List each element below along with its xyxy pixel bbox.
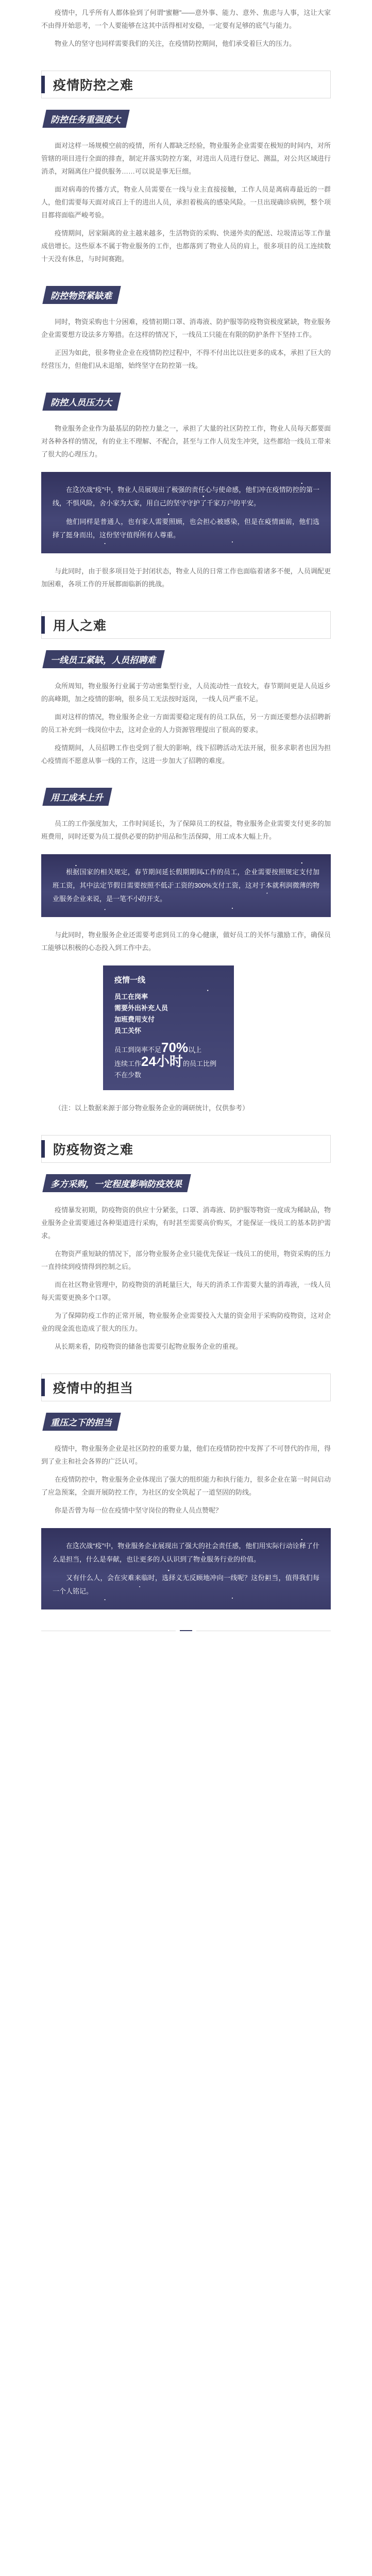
section-accent-bar	[41, 616, 45, 634]
stat-card-title: 疫情一线	[114, 976, 146, 985]
subsection-tag-5	[42, 788, 112, 806]
s8-paragraph-1: 疫情中，物业服务企业是社区防控的重要力量，他们在疫情防控中发挥了不可替代的作用，得到了业主和社会各界的广泛认可。	[41, 1445, 331, 1465]
subsection-tag-label: 重压之下的担当	[50, 1418, 112, 1428]
section-header-4	[41, 1374, 331, 1401]
subsection-tag-label: 防控任务重强度大	[50, 115, 121, 125]
section-accent-bar	[41, 1379, 45, 1396]
highlight-box-paragraph: 在这次战“疫”中，物业服务企业展现出了强大的社会责任感，他们用实际行动诠释了什么是担当，什么是奉献，也让更多的人认识到了物业服务行业的价值。	[53, 1542, 319, 1563]
s1-paragraph-3: 疫情期间，居家隔离的业主越来越多，生活物资的采购、快递外卖的配送、垃圾清运等工作量成倍增长。这些原本不属于物业服务的工作，也都落到了物业人员的肩上，很多项目的员工连续数十天没有休息，与时间赛跑。	[41, 229, 331, 263]
subsection-tag-2	[42, 286, 121, 304]
highlight-box-3	[41, 1528, 331, 1609]
stat-suffix: 以上	[188, 1046, 202, 1054]
section-header-1	[41, 71, 331, 98]
subsection-tag-label: 一线员工紧缺，人员招聘难	[50, 655, 156, 665]
intro-paragraph-1: 疫情中，几乎所有人都体验到了何谓“蜜糖”——意外事、能力、意外、焦虑与人事，这让大家不由得开始思考，一个人要能够在这其中活得相对安稳，一定要有足够的底气与能力。	[41, 9, 331, 29]
s1-paragraph-2: 面对病毒的传播方式，物业人员需要在一线与业主直接接触，工作人员是离病毒最近的一群人，他们需要每天面对成百上千的进出人员，承担着极高的感染风险。一旦出现确诊病例，整个项目都将面临严峻考验。	[41, 185, 331, 219]
section-header-2	[41, 611, 331, 639]
intro-paragraph-2: 物业人的坚守也同样需要我们的关注，在疫情防控期间，他们承受着巨大的压力。	[55, 40, 296, 47]
stat-line-2	[114, 1056, 223, 1081]
stat-card-line: 员工关怀	[114, 1027, 142, 1035]
stat-suffix: 的员工比例不在少数	[114, 1060, 216, 1079]
s6-note: （注：以上数据来源于部分物业服务企业的调研统计，仅供参考）	[55, 1104, 249, 1112]
section-title: 防疫物资之难	[53, 1143, 134, 1157]
subsection-tag-label: 防控人员压力大	[50, 398, 112, 408]
s8-paragraph-3: 你是否曾为每一位在疫情中坚守岗位的物业人员点赞呢？	[55, 1506, 223, 1514]
stat-prefix: 员工到岗率不足	[114, 1046, 162, 1054]
s4-paragraph-3: 疫情期间，人员招聘工作也受到了很大的影响，线下招聘活动无法开展，很多求职者也因为担心疫情而不愿意从事一线的工作，这进一步加大了招聘的难度。	[41, 744, 331, 765]
s1-paragraph-1: 面对这样一场规模空前的疫情，所有人都缺乏经验，物业服务企业需要在极短的时间内，对所管辖的项目进行全面的排查，制定并落实防控方案，对进出人员进行登记、测温，对公共区域进行消杀，对隔离住户提供服务……可以说是事无巨细。	[41, 142, 331, 175]
highlight-box-1	[41, 472, 331, 553]
highlight-box-paragraph: 又有什么人，会在灾难来临时，选择义无反顾地冲向一线呢？这份担当，值得我们每一个人铭记。	[53, 1574, 319, 1595]
s7-paragraph-1: 疫情暴发初期，防疫物资的供应十分紧张，口罩、消毒液、防护服等物资一度成为稀缺品，物业服务企业需要通过各种渠道进行采购，有时甚至需要高价购买，才能保证一线员工的基本防护需求。	[41, 1206, 331, 1240]
stat-card-line: 需要外出补充人员	[114, 1004, 168, 1012]
s5-paragraph-1: 员工的工作强度加大，工作时间延长，为了保障员工的权益，物业服务企业需要支付更多的加班费用，同时还要为员工提供必要的防护用品和生活保障，用工成本大幅上升。	[41, 820, 331, 840]
s3-paragraph-1: 物业服务企业作为最基层的防控力量之一，承担了大量的社区防控工作，物业人员每天都要面对各种各样的情况，有的业主不理解、不配合，甚至与工作人员发生冲突，这些都给一线员工带来了很大的心理压力。	[41, 425, 331, 458]
s5-paragraph-2: 与此同时，物业服务企业还需要考虑到员工的身心健康，做好员工的关怀与激励工作，确保员工能够以积极的心态投入到工作中去。	[41, 931, 331, 952]
section-title: 用人之难	[53, 619, 107, 633]
section-accent-bar	[41, 76, 45, 93]
section-title: 疫情中的担当	[53, 1381, 134, 1396]
divider-accent	[180, 1630, 192, 1631]
highlight-box-2	[41, 854, 331, 917]
s7-paragraph-3: 而在社区物业管理中，防疫物资的消耗量巨大，每天的消杀工作需要大量的消毒液，一线人员每天需要更换多个口罩。	[41, 1281, 331, 1301]
highlight-box-paragraph: 他们同样是普通人，也有家人需要照顾，也会担心被感染，但是在疫情面前，他们选择了挺身而出，这份坚守值得所有人尊重。	[53, 518, 319, 539]
subsection-tag-6	[42, 1174, 191, 1192]
stat-card-line: 加班费用支付	[114, 1015, 155, 1023]
s3-paragraph-2: 与此同时，由于很多项目处于封闭状态，物业人员的日常工作也面临着诸多不便，人员调配更加困难，各项工作的开展都面临新的挑战。	[41, 567, 331, 588]
stat-card-line: 员工在岗率	[114, 993, 148, 1001]
subsection-tag-4	[42, 650, 164, 668]
subsection-tag-1	[42, 110, 129, 128]
stat-value: 70%	[161, 1040, 189, 1055]
s2-paragraph-1: 同时，物资采购也十分困难，疫情初期口罩、消毒液、防护服等防疫物资极度紧缺，物业服务企业需要想方设法多方筹措。在这样的情况下，一线员工只能在有限的防护条件下坚持工作。	[41, 318, 331, 338]
s2-paragraph-2: 正因为如此，很多物业企业在疫情防控过程中，不得不付出比以往更多的成本，承担了巨大的经营压力，但他们从未退缩，始终坚守在防控第一线。	[41, 349, 331, 369]
stat-card	[103, 965, 234, 1090]
s4-paragraph-1: 众所周知，物业服务行业属于劳动密集型行业，人员流动性一直较大，春节期间更是人员返乡的高峰期，加之疫情的影响，很多员工无法按时返岗，一线人员严重不足。	[41, 682, 331, 703]
s8-paragraph-2: 在疫情防控中，物业服务企业体现出了强大的组织能力和执行能力，很多企业在第一时间启动了应急预案，全面开展防控工作，为社区的安全筑起了一道坚固的防线。	[41, 1476, 331, 1496]
highlight-box-paragraph: 根据国家的相关规定，春节期间延长假期期间工作的员工，企业需要按照规定支付加班工资，其中法定节假日需要按照不低于工资的300%支付工资，这对于本就利润微薄的物业服务企业来说，是一笔不小的开支。	[53, 868, 319, 903]
subsection-tag-label: 用工成本上升	[50, 793, 103, 803]
stat-prefix: 连续工作	[114, 1060, 142, 1067]
stat-value: 24小时	[141, 1054, 183, 1069]
subsection-tag-label: 多方采购，一定程度影响防疫效果	[50, 1179, 182, 1189]
subsection-tag-3	[42, 393, 121, 411]
section-accent-bar	[41, 1140, 45, 1158]
footer-divider	[41, 1630, 331, 1631]
s7-paragraph-4: 为了保障防疫工作的正常开展，物业服务企业需要投入大量的资金用于采购防疫物资，这对企业的现金流也造成了很大的压力。	[41, 1312, 331, 1332]
subsection-tag-label: 防控物资紧缺难	[50, 291, 112, 301]
highlight-box-paragraph: 在这次战“疫”中，物业人员展现出了极强的责任心与使命感，他们冲在疫情防控的第一线，不惧风险，舍小家为大家，用自己的坚守守护了千家万户的平安。	[53, 486, 319, 507]
s4-paragraph-2: 面对这样的情况，物业服务企业一方面需要稳定现有的员工队伍，另一方面还要想办法招聘新的员工补充到一线岗位中去，这对企业的人力资源管理提出了很高的要求。	[41, 713, 331, 734]
section-header-3	[41, 1135, 331, 1163]
s7-paragraph-5: 从长期来看，防疫物资的储备也需要引起物业服务企业的重视。	[55, 1343, 243, 1350]
subsection-tag-7	[42, 1413, 121, 1431]
section-title: 疫情防控之难	[53, 78, 134, 93]
s7-paragraph-2: 在物资严重短缺的情况下，部分物业服务企业只能优先保证一线员工的使用，物资采购的压力一直持续到疫情得到控制之后。	[41, 1250, 331, 1270]
